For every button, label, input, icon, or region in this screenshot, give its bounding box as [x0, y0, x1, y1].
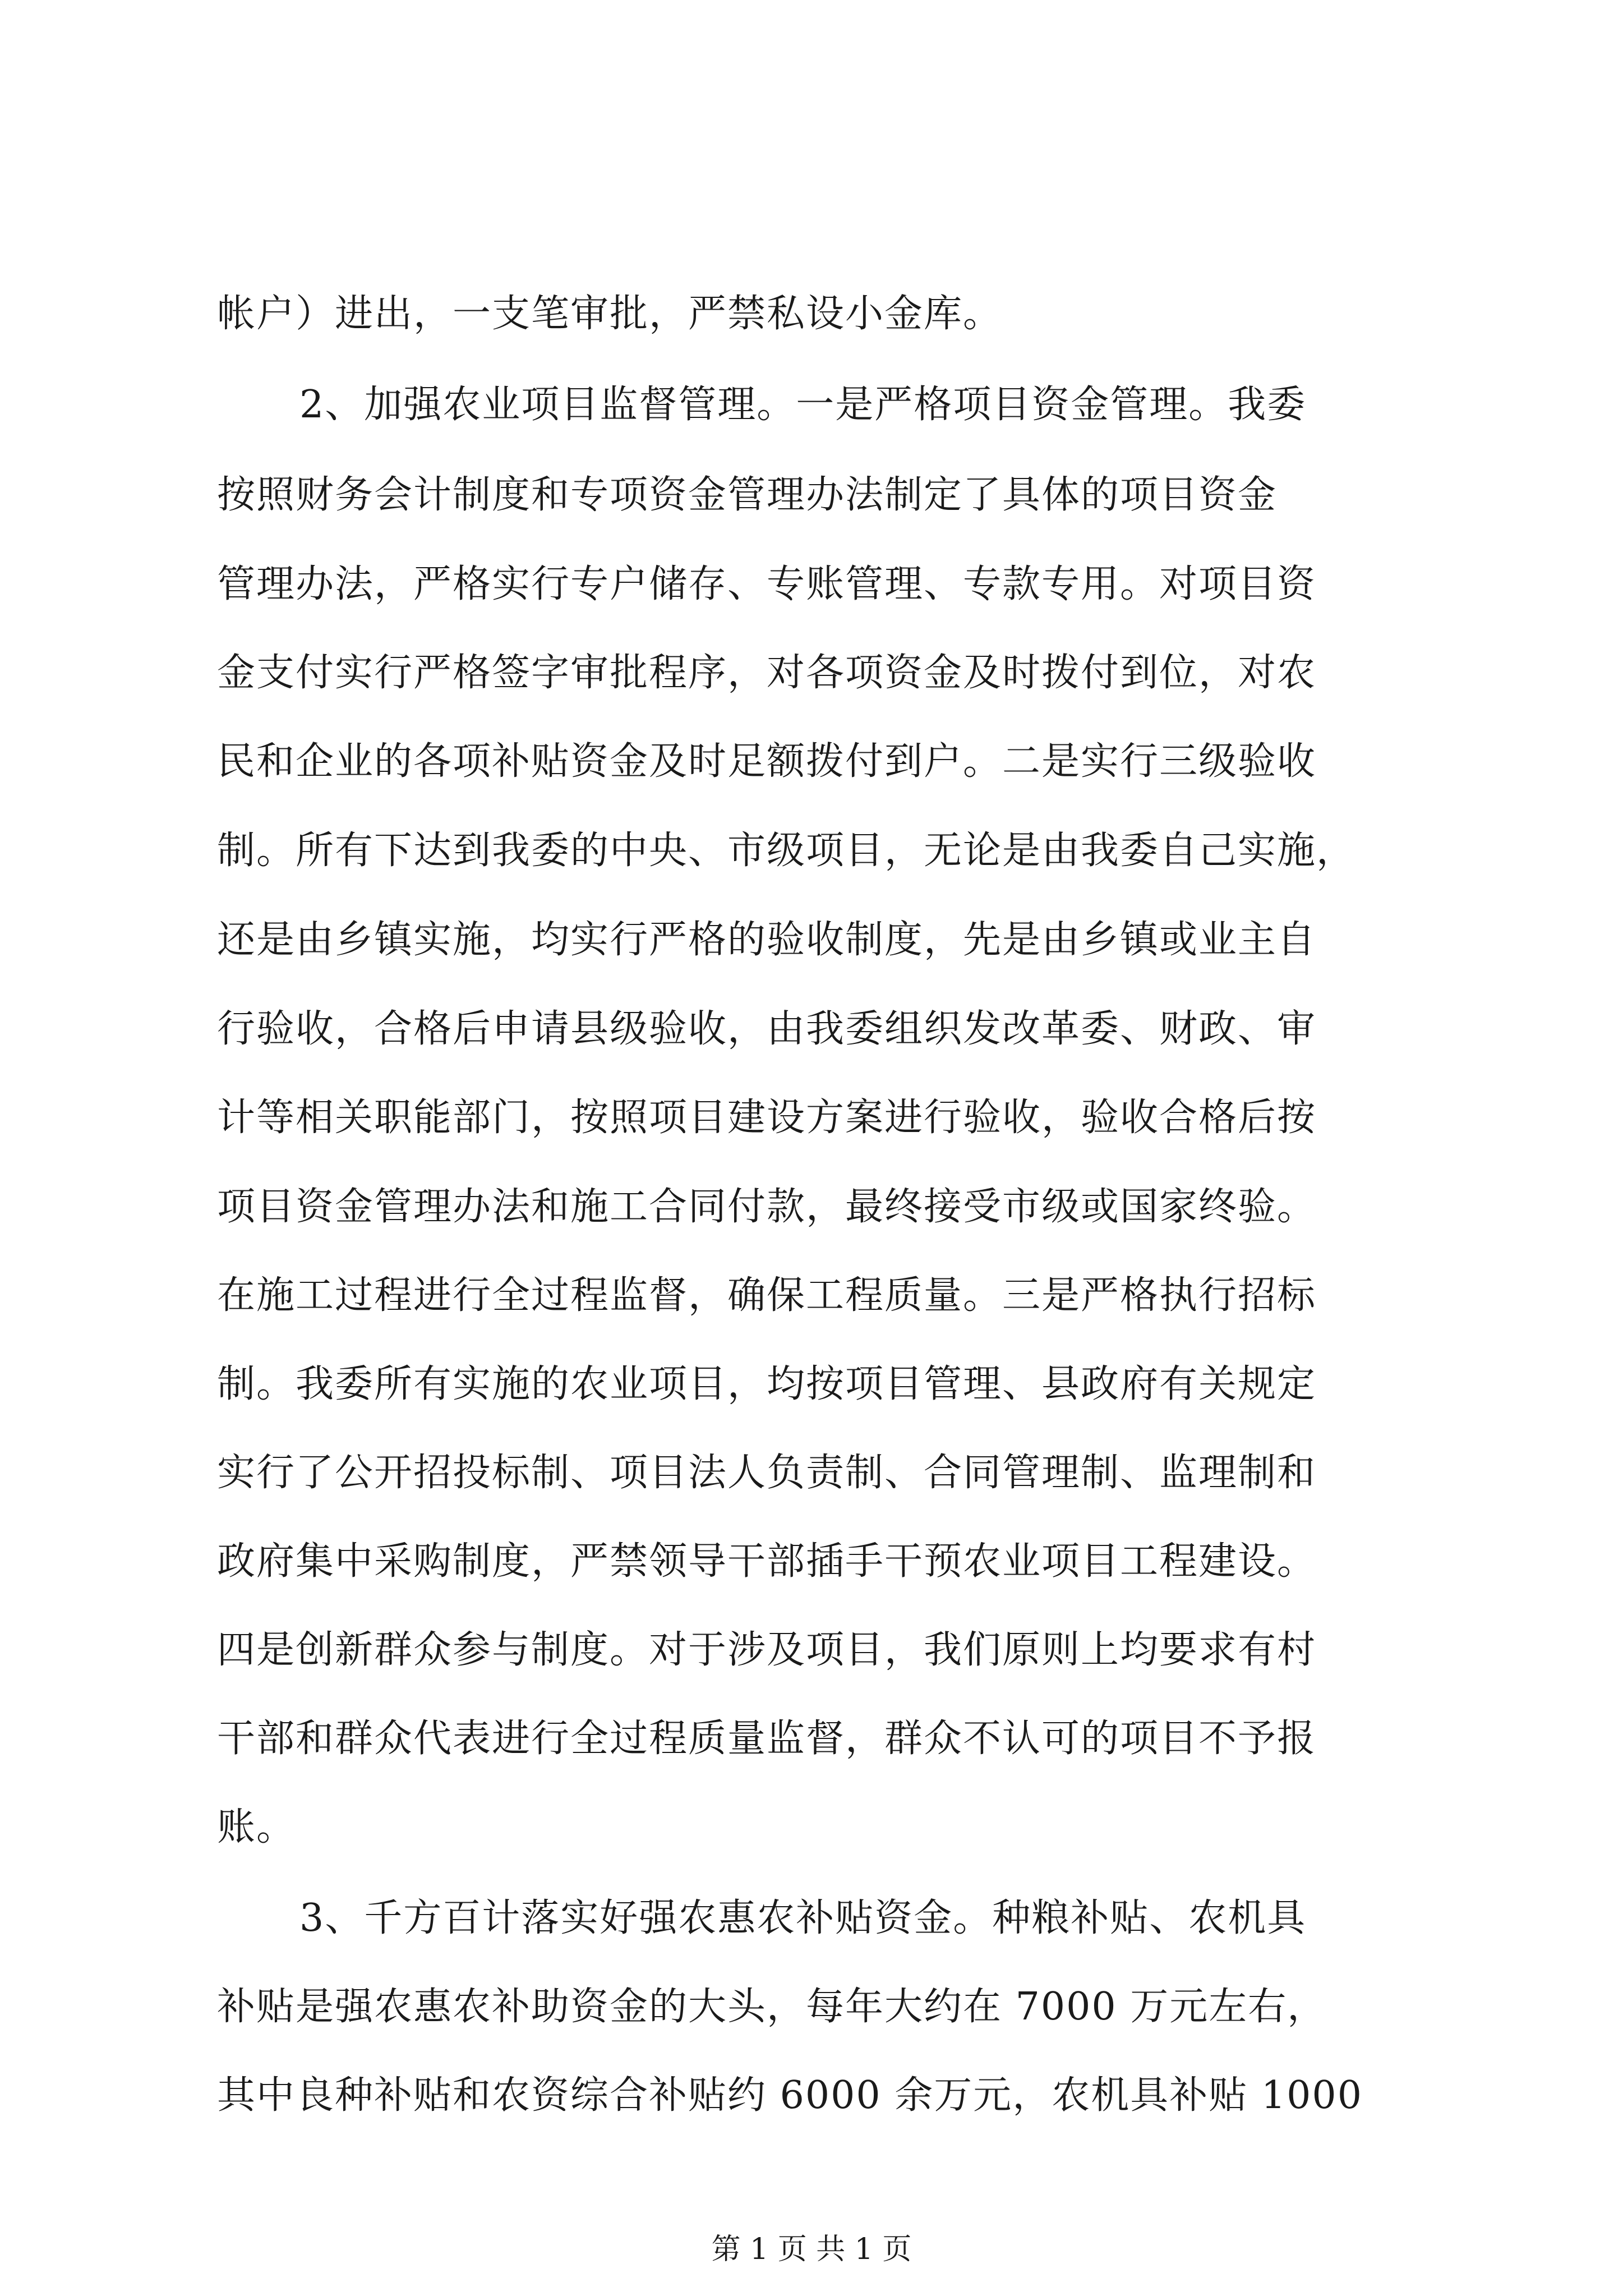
- text-line: 干部和群众代表进行全过程质量监督，群众不认可的项目不予报: [217, 1717, 1317, 1761]
- text-line: 计等相关职能部门，按照项目建设方案进行验收，验收合格后按: [217, 1096, 1317, 1140]
- text-line: 制。我委所有实施的农业项目，均按项目管理、县政府有关规定: [217, 1362, 1317, 1406]
- text-line: 行验收，合格后申请县级验收，由我委组织发改革委、财政、审: [217, 1007, 1317, 1051]
- text-line: 帐户）进出，一支笔审批，严禁私设小金库。: [217, 292, 1003, 336]
- text-line: 民和企业的各项补贴资金及时足额拨付到户。二是实行三级验收: [217, 739, 1317, 784]
- text-line: 政府集中采购制度，严禁领导干部插手干预农业项目工程建设。: [217, 1539, 1317, 1584]
- text-line: 在施工过程进行全过程监督，确保工程质量。三是严格执行招标: [217, 1273, 1317, 1318]
- text-line: 补贴是强农惠农补助资金的大头，每年大约在 7000 万元左右，: [217, 1985, 1327, 2029]
- text-line: 制。所有下达到我委的中央、市级项目，无论是由我委自己实施，: [217, 829, 1356, 873]
- text-line: 按照财务会计制度和专项资金管理办法制定了具体的项目资金: [217, 473, 1278, 517]
- text-line: 其中良种补贴和农资综合补贴约 6000 余万元，农机具补贴 1000: [217, 2073, 1363, 2118]
- text-line: 实行了公开招投标制、项目法人负责制、合同管理制、监理制和: [217, 1451, 1317, 1495]
- paragraph-first-line: 3、千方百计落实好强农惠农补贴资金。种粮补贴、农机具: [299, 1896, 1307, 1940]
- text-line: 金支付实行严格签字审批程序，对各项资金及时拨付到位，对农: [217, 651, 1317, 695]
- text-line: 四是创新群众参与制度。对于涉及项目，我们原则上均要求有村: [217, 1628, 1317, 1672]
- text-line: 还是由乡镇实施，均实行严格的验收制度，先是由乡镇或业主自: [217, 918, 1317, 962]
- page-footer: 第 1 页 共 1 页: [711, 2233, 912, 2266]
- text-line: 管理办法，严格实行专户储存、专账管理、专款专用。对项目资: [217, 562, 1317, 606]
- text-line: 项目资金管理办法和施工合同付款，最终接受市级或国家终验。: [217, 1185, 1317, 1229]
- text-line: 账。: [217, 1805, 296, 1849]
- paragraph-first-line: 2、加强农业项目监督管理。一是严格项目资金管理。我委: [299, 383, 1307, 427]
